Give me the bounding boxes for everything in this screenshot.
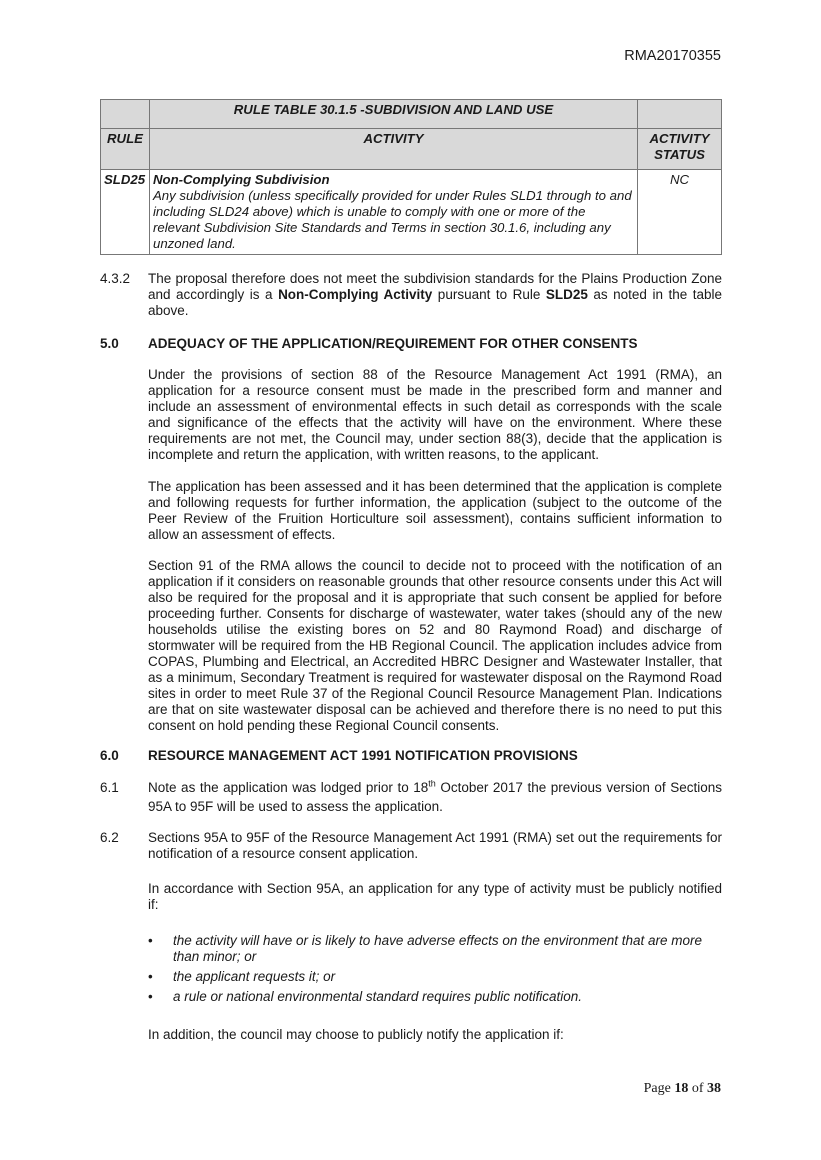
col-header-status <box>638 129 722 170</box>
bullet-icon: • <box>148 969 153 984</box>
activity-cell <box>149 170 637 255</box>
paragraph: In addition, the council may choose to publicly notify the application if: <box>148 1027 564 1042</box>
col-header-rule: RULE <box>101 129 150 170</box>
text-run: October 2017 the previous version of Sections 95A to 95F will be used to assess the application. <box>148 780 722 814</box>
list-item <box>148 969 722 985</box>
bold-run: Non-Complying Activity <box>278 287 433 302</box>
rule-code: SLD25 <box>101 170 150 255</box>
text-run: The proposal therefore does not meet the subdivision standards for the Plains Production Zone and accordingly is a <box>148 271 722 302</box>
page-total: 38 <box>707 1081 721 1096</box>
section-number: 4.3.2 <box>100 271 131 286</box>
rule-table <box>100 99 722 255</box>
activity-title: Non-Complying Subdivision <box>152 172 330 187</box>
paragraph: Under the provisions of section 88 of the Resource Management Act 1991 (RMA), an application for a resource consent must be made in the prescribed form and manner and include an assessment of environmental effects in such detail as corresponds with the scale and significance of the effects that the activity will have on the environment. Where these requirements are not met, the Council may, under section 88(3), decide that the application is incomplete and return the application, with written reasons, to the applicant. <box>148 367 722 462</box>
page-number: 18 <box>674 1081 689 1096</box>
col-header-status-line1: ACTIVITY <box>649 131 710 146</box>
col-header-activity: ACTIVITY <box>149 129 637 170</box>
bullet-list <box>148 933 722 1009</box>
footer-of-word: of <box>688 1081 707 1096</box>
text-run: pursuant to Rule <box>432 287 546 302</box>
section-6-2 <box>100 830 722 862</box>
bullet-icon: • <box>148 989 153 1004</box>
section-text <box>148 271 722 319</box>
table-title: RULE TABLE 30.1.5 -SUBDIVISION AND LAND USE <box>149 100 637 129</box>
list-item <box>148 989 722 1005</box>
bold-run: SLD25 <box>545 287 588 302</box>
section-6-0-heading <box>100 748 722 764</box>
section-number: 6.1 <box>100 780 119 795</box>
page-footer <box>644 1081 721 1097</box>
section-heading: RESOURCE MANAGEMENT ACT 1991 NOTIFICATION PROVISIONS <box>148 748 578 763</box>
activity-status: NC <box>638 170 722 255</box>
activity-description: Any subdivision (unless specifically provided for under Rules SLD1 through to and including SLD24 above) which is unable to comply with one or more of the relevant Subdivision Site Standards and Terms in section 30.1.6, including any unzoned land. <box>152 188 632 251</box>
paragraph: The application has been assessed and it has been determined that the application is complete and following requests for further information, the application (subject to the outcome of the Peer Review of the Fruition Horticulture soil assessment), contains sufficient information to allow an assessment of effects. <box>148 479 722 542</box>
table-row <box>101 170 722 255</box>
section-text: Sections 95A to 95F of the Resource Management Act 1991 (RMA) set out the requirements for notification of a resource consent application. <box>148 830 722 861</box>
list-item <box>148 933 722 965</box>
table-corner-right <box>638 100 722 129</box>
section-heading: ADEQUACY OF THE APPLICATION/REQUIREMENT FOR OTHER CONSENTS <box>148 336 638 351</box>
section-text <box>148 778 722 816</box>
document-reference: RMA20170355 <box>624 48 721 64</box>
section-number: 6.2 <box>100 830 119 845</box>
text-run: Note as the application was lodged prior to 18 <box>148 780 429 795</box>
list-item-text: the activity will have or is likely to have adverse effects on the environment that are more than minor; or <box>173 933 703 964</box>
section-4-3-2 <box>100 271 722 319</box>
list-item-text: a rule or national environmental standard requires public notification. <box>173 989 582 1004</box>
section-5-0-heading <box>100 336 722 352</box>
bullet-icon: • <box>148 933 153 948</box>
col-header-status-line2: STATUS <box>654 147 705 162</box>
superscript: th <box>428 778 436 789</box>
table-corner <box>101 100 150 129</box>
paragraph: Section 91 of the RMA allows the council to decide not to proceed with the notification of an application if it considers on reasonable grounds that other resource consents under this Act will also be required for the proposal and it is appropriate that such consent be applied for before proceeding further. Consents for discharge of wastewater, water takes (should any of the new households utilise the existing bores on 52 and 80 Raymond Road) and discharge of stormwater will be required from the HB Regional Council. The application includes advice from COPAS, Plumbing and Electrical, an Accredited HBRC Designer and Wastewater Installer, that as a minimum, Secondary Treatment is required for wastewater disposal on the Raymond Road sites in order to meet Rule 37 of the Regional Council Resource Management Plan. Indications are that on site wastewater disposal can be achieved and therefore there is no need to put this consent on hold pending these Regional Council consents. <box>148 558 722 733</box>
section-number: 5.0 <box>100 336 119 351</box>
section-number: 6.0 <box>100 748 119 763</box>
list-item-text: the applicant requests it; or <box>173 969 336 984</box>
section-6-1 <box>100 778 722 816</box>
text-run: as noted in the table above. <box>148 287 722 318</box>
paragraph: In accordance with Section 95A, an application for any type of activity must be publicly notified if: <box>148 881 722 912</box>
footer-page-word: Page <box>643 1081 675 1096</box>
